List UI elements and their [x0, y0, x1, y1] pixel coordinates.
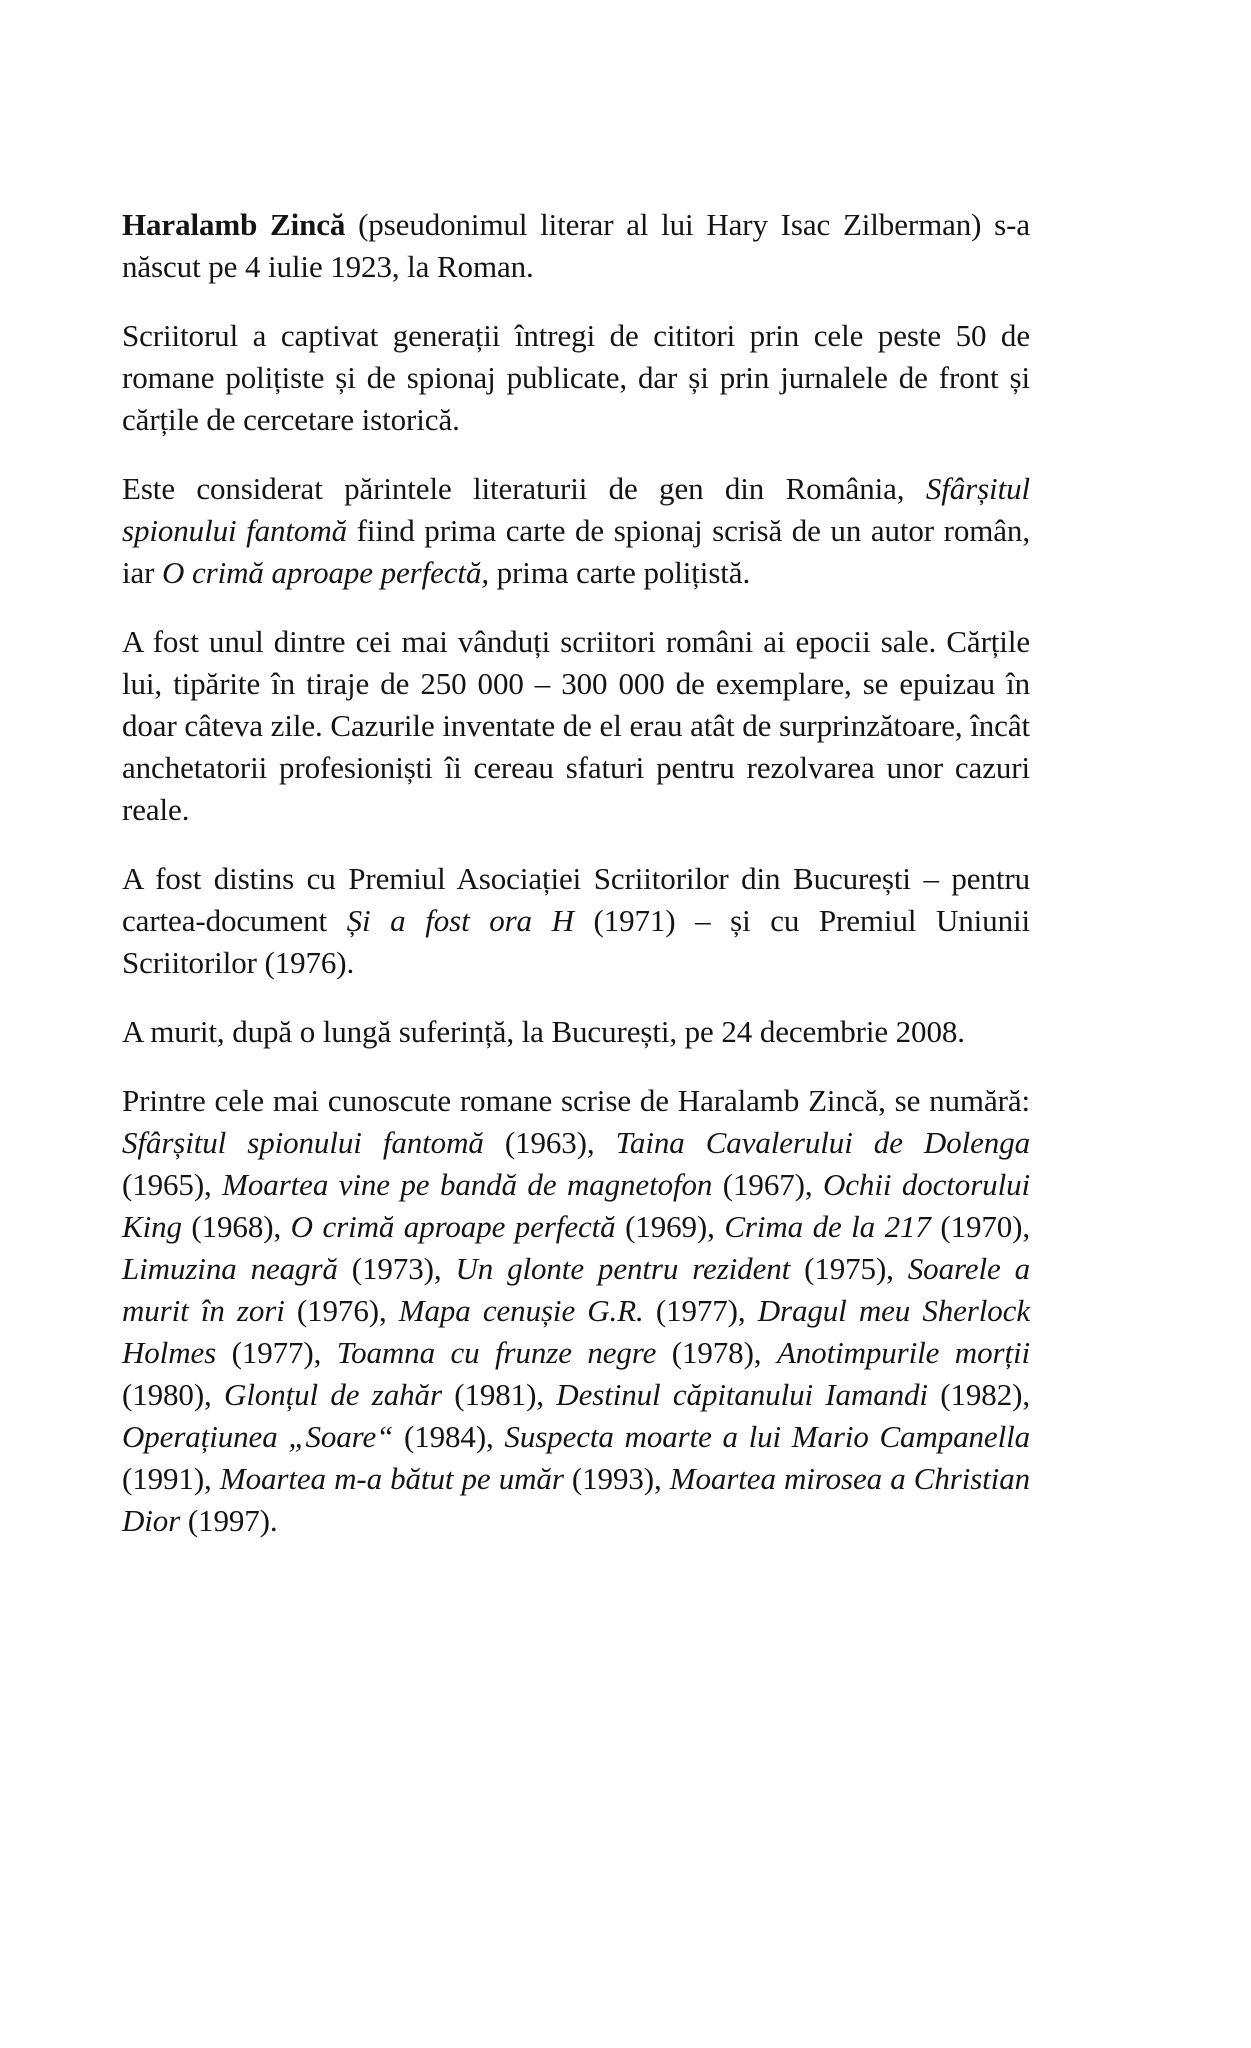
text-segment-normal: Printre cele mai cunoscute romane scrise de Haralamb Zincă, se numără: — [122, 1083, 1030, 1118]
text-segment-italic: Mapa cenușie G.R. — [398, 1293, 644, 1328]
text-segment-normal: A fost distins cu Premiul Asociației Scriitorilor din București – pentru cartea-document — [122, 861, 1030, 938]
text-segment-normal: (pseudonimul literar al lui Hary Isac Zilberman) s-a născut pe 4 iulie 1923, la Roman. — [122, 207, 1030, 284]
text-segment-normal: (1969), — [615, 1209, 725, 1244]
text-segment-italic: Crima de la 217 — [724, 1209, 931, 1244]
text-segment-italic: Operațiunea „Soare“ — [122, 1419, 394, 1454]
text-segment-normal: A murit, după o lungă suferință, la București, pe 24 decembrie 2008. — [122, 1014, 965, 1049]
text-segment-italic: Limuzina neagră — [122, 1251, 338, 1286]
paragraph — [122, 858, 1030, 984]
paragraph — [122, 1011, 1030, 1053]
text-segment-normal: A fost unul dintre cei mai vânduți scriitori români ai epocii sale. Cărțile lui, tipărite în tiraje de 250 000 – 300 000 de exemplare, se epuizau în doar câteva zile. Cazurile inventate de el erau atât de surprinzătoare, încât anchetatorii profesioniști îi cereau sfaturi pentru rezolvarea unor cazuri reale. — [122, 624, 1030, 827]
biography-text — [122, 204, 1030, 1569]
text-segment-italic: Taina Cavalerului de Dolenga — [615, 1125, 1030, 1160]
text-segment-normal: (1991), — [122, 1461, 220, 1496]
text-segment-italic: Glonțul de zahăr — [224, 1377, 442, 1412]
text-segment-normal: (1963), — [483, 1125, 616, 1160]
text-segment-normal: (1971) – și cu Premiul Uniunii Scriitorilor (1976). — [122, 903, 1030, 980]
text-segment-normal: (1970), — [930, 1209, 1031, 1244]
text-segment-bold: Haralamb Zincă — [122, 207, 346, 242]
text-segment-normal: (1976), — [284, 1293, 399, 1328]
text-segment-normal: (1982), — [927, 1377, 1030, 1412]
text-segment-normal: (1968), — [181, 1209, 291, 1244]
text-segment-italic: Suspecta moarte a lui Mario Campanella — [504, 1419, 1031, 1454]
paragraph — [122, 468, 1030, 594]
text-segment-italic: Sfârșitul spionului fantomă — [122, 471, 1030, 548]
text-segment-italic: Moartea mirosea a Christian Dior — [122, 1461, 1030, 1538]
text-segment-normal: (1980), — [122, 1377, 225, 1412]
text-segment-italic: O crimă aproape perfectă — [290, 1209, 616, 1244]
text-segment-italic: Toamna cu frunze negre — [336, 1335, 657, 1370]
paragraph — [122, 315, 1030, 441]
text-segment-italic: Destinul căpitanului Iamandi — [556, 1377, 928, 1412]
text-segment-normal: (1978), — [656, 1335, 777, 1370]
text-segment-normal: (1993), — [563, 1461, 670, 1496]
text-segment-italic: Soarele a murit în zori — [122, 1251, 1030, 1328]
text-segment-normal: (1997). — [180, 1503, 278, 1538]
text-segment-normal: (1973), — [337, 1251, 456, 1286]
text-segment-normal: (1981), — [441, 1377, 557, 1412]
text-segment-italic: Moartea vine pe bandă de magnetofon — [222, 1167, 713, 1202]
text-segment-normal: (1977), — [216, 1335, 337, 1370]
text-segment-normal: (1975), — [790, 1251, 908, 1286]
text-segment-italic: Sfârșitul spionului fantomă — [122, 1125, 484, 1160]
text-segment-normal: (1977), — [643, 1293, 758, 1328]
text-segment-normal: (1967), — [712, 1167, 823, 1202]
text-segment-italic: Ochii doctorului King — [122, 1167, 1030, 1244]
paragraph — [122, 204, 1030, 288]
text-segment-normal: Scriitorul a captivat generații întregi de cititori prin cele peste 50 de romane polițiste și de spionaj publicate, dar și prin jurnalele de front și cărțile de cercetare istorică. — [122, 318, 1030, 437]
text-segment-italic: O crimă aproape perfectă, — [162, 555, 489, 590]
text-segment-italic: Anotimpurile morții — [776, 1335, 1030, 1370]
text-segment-normal: (1984), — [393, 1419, 505, 1454]
paragraph — [122, 621, 1030, 831]
text-segment-italic: Și a fost ora H — [346, 903, 574, 938]
text-segment-italic: Dragul meu Sherlock Holmes — [122, 1293, 1030, 1370]
text-segment-normal: Este considerat părintele literaturii de gen din România, — [122, 471, 926, 506]
text-segment-italic: Un glonte pentru rezident — [455, 1251, 791, 1286]
text-segment-normal: prima carte polițistă. — [489, 555, 751, 590]
text-segment-normal: fiind prima carte de spionaj scrisă de un autor român, iar — [122, 513, 1030, 590]
text-segment-normal: (1965), — [122, 1167, 223, 1202]
text-segment-italic: Moartea m-a bătut pe umăr — [219, 1461, 564, 1496]
paragraph — [122, 1080, 1030, 1542]
